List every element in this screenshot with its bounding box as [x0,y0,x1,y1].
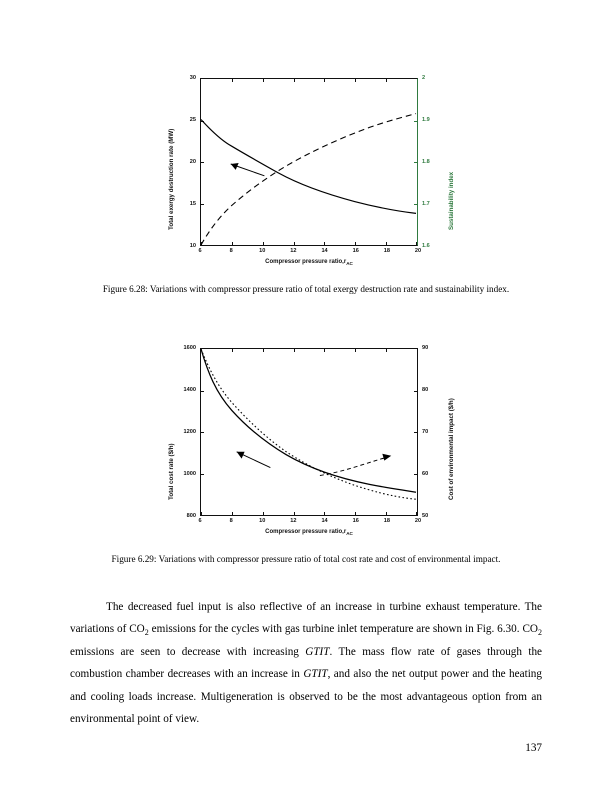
x-label-18: 18 [383,248,390,254]
annotation-arrow-right-2 [320,454,391,476]
y-tick-1000: 1000 [183,471,196,477]
figure-6-28 [70,70,542,296]
y-tick-30: 30 [189,75,196,81]
x-label-10: 10 [259,518,266,524]
y-tick-1200: 1200 [183,429,196,435]
x-label-6: 6 [198,518,202,524]
series-total-cost-rate [201,349,416,492]
chart1-curves [201,79,417,245]
figure-6-28-caption: Figure 6.28: Variations with compressor pressure ratio of total exergy destruction rate and sustainability index. [102,284,510,294]
x-label-18: 18 [383,518,390,524]
y2-tick-1-7: 1.7 [422,201,430,207]
figure-6-29-caption: Figure 6.29: Variations with compressor pressure ratio of total cost rate and cost of environmental impact. [111,554,501,564]
y2-tick-1-6: 1.6 [422,243,430,249]
body-text [70,596,542,730]
chart-exergy-destruction-sustainability [156,70,456,275]
chart-total-cost-environmental-impact [156,340,456,545]
x-label-8: 8 [229,518,233,524]
y2-tick-50: 50 [422,513,429,519]
x-label-10: 10 [259,248,266,254]
x-label-12: 12 [290,248,297,254]
chart1-x-axis-title: Compressor pressure $ratio,r_{AC}$ [265,259,353,266]
x-label-6: 6 [198,248,202,254]
chart2-plot-area [200,348,418,516]
y2-tick-2-0: 2 [422,75,426,81]
y2-tick-1-8: 1.8 [422,159,430,165]
x-label-12: 12 [290,518,297,524]
chart1-y-axis-title: Total exergy destruction rate (MW) [168,128,175,230]
y2-tick-1-9: 1.9 [422,117,430,123]
x-label-14: 14 [321,248,328,254]
x-label-20: 20 [414,248,422,254]
chart2-y-axis-title: Total cost rate ($/h) [168,443,175,500]
annotation-arrow-left-1 [231,163,265,176]
y-tick-1600: 1600 [183,345,196,351]
chart2-x-axis-title: Compressor pressure $ratio,r_{AC}$ [265,529,353,536]
y-tick-25: 25 [189,117,196,123]
page-number: 137 [525,742,542,754]
y-tick-20: 20 [189,159,196,165]
chart1-plot-area [200,78,418,246]
x-label-16: 16 [352,518,359,524]
figure-6-29 [70,340,542,566]
y2-tick-80: 80 [422,387,429,393]
y2-tick-60: 60 [422,471,429,477]
x-label-16: 16 [352,248,359,254]
series-cost-environmental-impact [201,349,416,499]
annotation-arrow-left-2 [237,452,271,468]
series-sustainability-index [201,114,416,245]
y-tick-10: 10 [189,243,196,249]
y2-tick-70: 70 [422,429,429,435]
y-tick-800: 800 [186,513,196,519]
y2-tick-90: 90 [422,345,429,351]
y-tick-15: 15 [189,201,196,207]
body-paragraph: The decreased fuel input is also reflective of an increase in turbine exhaust temperature. The variations of $CO_2$ emissions for the cycles with gas turbine inlet temperature are shown in Fig. 6.30. $CO_2$ emissions are seen to decrease with increasing GTIT. The mass flow rate of gases through the combustion chamber decreases with an increase in GTIT, and also the net output power and the heating and cooling loads increase. Multigeneration is observed to be the most advantageous option from an environmental point of view. [70,601,543,726]
x-label-8: 8 [229,248,233,254]
chart2-curves [201,349,417,515]
y-tick-1400: 1400 [183,387,196,393]
chart2-y2-axis-title: Cost of environmental impact ($/h) [448,398,455,500]
x-label-20: 20 [414,518,422,524]
x-label-14: 14 [321,518,328,524]
chart1-y2-axis-title: Sustainability index [448,171,455,230]
